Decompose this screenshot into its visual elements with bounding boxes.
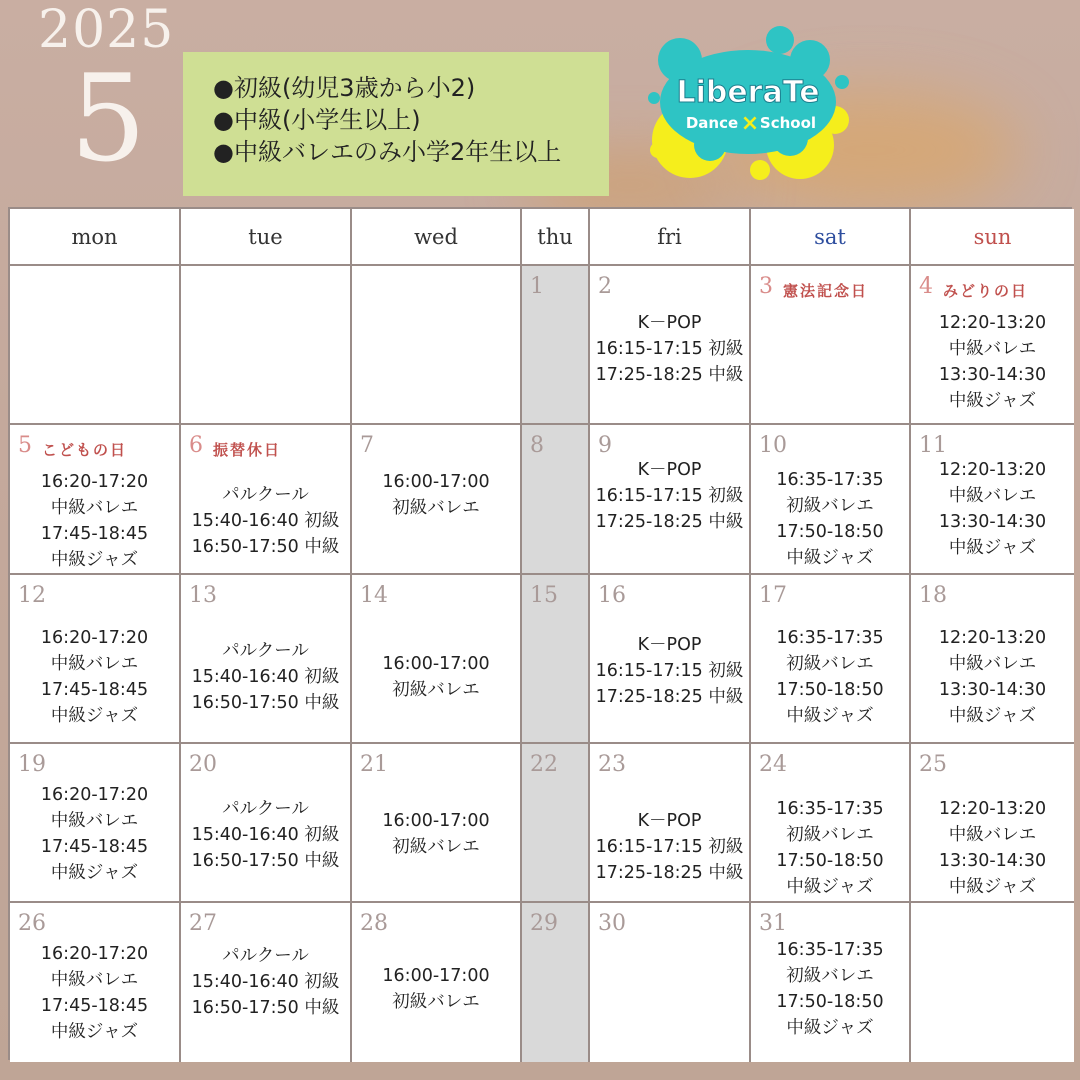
calendar-day-18 bbox=[911, 575, 1074, 744]
calendar-cell-empty bbox=[911, 903, 1074, 1062]
calendar-day-12 bbox=[10, 575, 181, 744]
calendar-day-30 bbox=[590, 903, 751, 1062]
calendar-cell-empty bbox=[10, 266, 181, 425]
calendar-day-16 bbox=[590, 575, 751, 744]
class-schedule bbox=[911, 310, 1074, 414]
month-label: 5 bbox=[70, 50, 147, 189]
day-number: 8 bbox=[530, 433, 544, 458]
day-number: 7 bbox=[360, 433, 374, 458]
schedule-line: 16:00-17:00 bbox=[382, 654, 490, 674]
schedule-line: 初級バレエ bbox=[392, 992, 480, 1012]
schedule-line: 中級ジャズ bbox=[948, 538, 1037, 558]
schedule-line: 13:30-14:30 bbox=[938, 512, 1047, 532]
calendar-day-29 bbox=[522, 903, 590, 1062]
schedule-line: 17:50-18:50 bbox=[776, 680, 884, 700]
class-schedule bbox=[911, 457, 1074, 561]
schedule-line: 17:50-18:50 bbox=[776, 992, 884, 1012]
schedule-line: 16:35-17:35 bbox=[776, 470, 884, 490]
day-number: 26 bbox=[18, 911, 46, 936]
year-label: 2025 bbox=[38, 0, 175, 60]
day-number: 27 bbox=[189, 911, 217, 936]
day-number: 1 bbox=[530, 274, 544, 299]
schedule-line: パルクール bbox=[222, 641, 309, 661]
calendar-day-28 bbox=[352, 903, 522, 1062]
class-schedule bbox=[10, 782, 179, 886]
schedule-line: 17:50-18:50 bbox=[776, 851, 884, 871]
logo-subtitle-left: Dance bbox=[685, 114, 739, 132]
schedule-line: 16:15-17:15 初級 bbox=[595, 837, 744, 857]
schedule-line: 13:30-14:30 bbox=[938, 680, 1047, 700]
calendar-day-27 bbox=[181, 903, 352, 1062]
class-schedule bbox=[751, 467, 909, 571]
calendar-cell-empty bbox=[181, 266, 352, 425]
day-number: 6 bbox=[189, 433, 203, 458]
schedule-line: パルクール bbox=[222, 946, 309, 966]
schedule-line: K－POP bbox=[637, 313, 702, 333]
schedule-line: 中級ジャズ bbox=[948, 706, 1037, 726]
day-number: 19 bbox=[18, 752, 46, 777]
schedule-line: 12:20-13:20 bbox=[938, 313, 1047, 333]
schedule-line: 初級バレエ bbox=[786, 496, 874, 516]
schedule-line: 16:00-17:00 bbox=[382, 811, 490, 831]
class-schedule bbox=[10, 469, 179, 573]
level-legend bbox=[183, 52, 609, 196]
class-schedule bbox=[911, 625, 1074, 729]
schedule-line: 16:50-17:50 中級 bbox=[191, 998, 340, 1018]
day-number: 21 bbox=[360, 752, 388, 777]
schedule-line: 初級バレエ bbox=[392, 498, 480, 518]
weekday-header-tue: tue bbox=[181, 209, 352, 266]
calendar-day-9 bbox=[590, 425, 751, 575]
calendar-day-21 bbox=[352, 744, 522, 903]
calendar-day-14 bbox=[352, 575, 522, 744]
schedule-line: 16:15-17:15 初級 bbox=[595, 486, 744, 506]
day-number: 23 bbox=[598, 752, 626, 777]
day-number: 9 bbox=[598, 433, 612, 458]
logo-subtitle-right: School bbox=[759, 114, 817, 132]
schedule-line: 17:45-18:45 bbox=[40, 837, 149, 857]
day-number: 25 bbox=[919, 752, 947, 777]
schedule-line: 16:35-17:35 bbox=[776, 940, 884, 960]
schedule-line: 初級バレエ bbox=[392, 680, 480, 700]
schedule-line: 中級ジャズ bbox=[786, 548, 874, 568]
day-number: 18 bbox=[919, 583, 947, 608]
calendar-day-25 bbox=[911, 744, 1074, 903]
schedule-line: 16:20-17:20 bbox=[40, 785, 149, 805]
schedule-line: パルクール bbox=[222, 485, 309, 505]
calendar-day-31 bbox=[751, 903, 911, 1062]
class-schedule bbox=[751, 625, 909, 729]
class-schedule bbox=[590, 457, 749, 535]
schedule-line: 12:20-13:20 bbox=[938, 628, 1047, 648]
day-number: 17 bbox=[759, 583, 787, 608]
day-number: 11 bbox=[919, 433, 947, 458]
schedule-line: 中級バレエ bbox=[948, 486, 1037, 506]
class-schedule bbox=[352, 651, 520, 703]
calendar-day-19 bbox=[10, 744, 181, 903]
calendar-day-15 bbox=[522, 575, 590, 744]
day-number: 16 bbox=[598, 583, 626, 608]
schedule-line: 17:45-18:45 bbox=[40, 996, 149, 1016]
day-number: 29 bbox=[530, 911, 558, 936]
schedule-line: 17:25-18:25 中級 bbox=[595, 863, 744, 883]
day-number: 13 bbox=[189, 583, 217, 608]
schedule-line: 15:40-16:40 初級 bbox=[191, 667, 340, 687]
class-schedule bbox=[181, 482, 350, 560]
day-number: 30 bbox=[598, 911, 626, 936]
schedule-line: 16:50-17:50 中級 bbox=[191, 537, 340, 557]
schedule-line: 中級バレエ bbox=[50, 811, 139, 831]
schedule-line: 中級ジャズ bbox=[786, 706, 874, 726]
calendar-day-6 bbox=[181, 425, 352, 575]
schedule-line: 15:40-16:40 初級 bbox=[191, 972, 340, 992]
schedule-line: 16:15-17:15 初級 bbox=[595, 661, 744, 681]
day-number: 24 bbox=[759, 752, 787, 777]
calendar-day-1 bbox=[522, 266, 590, 425]
schedule-line: 中級ジャズ bbox=[948, 877, 1037, 897]
class-schedule bbox=[751, 937, 909, 1041]
calendar-day-7 bbox=[352, 425, 522, 575]
schedule-line: 中級ジャズ bbox=[786, 1018, 874, 1038]
legend-item: ●中級バレエのみ小学2年生以上 bbox=[213, 138, 562, 166]
schedule-line: 初級バレエ bbox=[786, 825, 874, 845]
schedule-line: 初級バレエ bbox=[392, 837, 480, 857]
schedule-line: 16:50-17:50 中級 bbox=[191, 693, 340, 713]
calendar-day-24 bbox=[751, 744, 911, 903]
calendar-cell-empty bbox=[352, 266, 522, 425]
class-schedule bbox=[352, 469, 520, 521]
calendar-day-3 bbox=[751, 266, 911, 425]
class-schedule bbox=[590, 808, 749, 886]
schedule-line: K－POP bbox=[637, 460, 702, 480]
schedule-line: 初級バレエ bbox=[786, 966, 874, 986]
day-number: 3 bbox=[759, 274, 773, 299]
schedule-line: 中級ジャズ bbox=[50, 863, 139, 883]
holiday-label: こどもの日 bbox=[42, 441, 128, 459]
schedule-line: 16:35-17:35 bbox=[776, 628, 884, 648]
day-number: 28 bbox=[360, 911, 388, 936]
calendar-grid bbox=[8, 207, 1072, 1060]
schedule-line: K－POP bbox=[637, 811, 702, 831]
schedule-line: 13:30-14:30 bbox=[938, 365, 1047, 385]
weekday-header-mon: mon bbox=[10, 209, 181, 266]
day-number: 12 bbox=[18, 583, 46, 608]
class-schedule bbox=[911, 796, 1074, 900]
day-number: 20 bbox=[189, 752, 217, 777]
schedule-line: パルクール bbox=[222, 799, 309, 819]
schedule-line: 17:50-18:50 bbox=[776, 522, 884, 542]
schedule-line: 16:00-17:00 bbox=[382, 472, 490, 492]
schedule-line: 16:35-17:35 bbox=[776, 799, 884, 819]
schedule-line: 15:40-16:40 初級 bbox=[191, 511, 340, 531]
calendar-day-22 bbox=[522, 744, 590, 903]
calendar-day-8 bbox=[522, 425, 590, 575]
weekday-header-fri: fri bbox=[590, 209, 751, 266]
weekday-header-thu: thu bbox=[522, 209, 590, 266]
schedule-line: 16:00-17:00 bbox=[382, 966, 490, 986]
calendar-day-17 bbox=[751, 575, 911, 744]
class-schedule bbox=[352, 963, 520, 1015]
calendar-day-10 bbox=[751, 425, 911, 575]
schedule-line: 16:50-17:50 中級 bbox=[191, 851, 340, 871]
schedule-line: 中級ジャズ bbox=[50, 550, 139, 570]
calendar-day-13 bbox=[181, 575, 352, 744]
day-number: 10 bbox=[759, 433, 787, 458]
class-schedule bbox=[10, 941, 179, 1045]
weekday-header-wed: wed bbox=[352, 209, 522, 266]
schedule-line: 17:45-18:45 bbox=[40, 524, 149, 544]
legend-item: ●初級(幼児3歳から小2) bbox=[213, 74, 476, 102]
schedule-line: 17:45-18:45 bbox=[40, 680, 149, 700]
calendar-day-20 bbox=[181, 744, 352, 903]
class-schedule bbox=[10, 625, 179, 729]
schedule-line: 中級バレエ bbox=[948, 825, 1037, 845]
day-number: 15 bbox=[530, 583, 558, 608]
weekday-header-sat: sat bbox=[751, 209, 911, 266]
day-number: 31 bbox=[759, 911, 787, 936]
schedule-line: 中級バレエ bbox=[50, 498, 139, 518]
class-schedule bbox=[590, 310, 749, 388]
holiday-label: 憲法記念日 bbox=[783, 282, 869, 300]
schedule-line: 中級ジャズ bbox=[50, 706, 139, 726]
calendar-day-5 bbox=[10, 425, 181, 575]
calendar-day-2 bbox=[590, 266, 751, 425]
class-schedule bbox=[181, 638, 350, 716]
schedule-line: 12:20-13:20 bbox=[938, 460, 1047, 480]
class-schedule bbox=[352, 808, 520, 860]
class-schedule bbox=[751, 796, 909, 900]
schedule-line: 16:20-17:20 bbox=[40, 944, 149, 964]
class-schedule bbox=[181, 796, 350, 874]
day-number: 22 bbox=[530, 752, 558, 777]
logo-cross: × bbox=[740, 111, 760, 136]
schedule-line: 17:25-18:25 中級 bbox=[595, 687, 744, 707]
schedule-line: 15:40-16:40 初級 bbox=[191, 825, 340, 845]
day-number: 2 bbox=[598, 274, 612, 299]
weekday-header-sun: sun bbox=[911, 209, 1074, 266]
schedule-line: 中級バレエ bbox=[948, 654, 1037, 674]
schedule-line: 17:25-18:25 中級 bbox=[595, 512, 744, 532]
schedule-line: 初級バレエ bbox=[786, 654, 874, 674]
holiday-label: 振替休日 bbox=[213, 441, 282, 459]
liberate-logo bbox=[640, 20, 855, 185]
day-number: 14 bbox=[360, 583, 388, 608]
class-schedule bbox=[181, 943, 350, 1021]
day-number: 4 bbox=[919, 274, 933, 299]
schedule-line: 中級ジャズ bbox=[948, 391, 1037, 411]
calendar-day-26 bbox=[10, 903, 181, 1062]
schedule-line: 中級ジャズ bbox=[786, 877, 874, 897]
legend-item: ●中級(小学生以上) bbox=[213, 106, 421, 134]
schedule-line: 中級バレエ bbox=[948, 339, 1037, 359]
schedule-line: 16:20-17:20 bbox=[40, 628, 149, 648]
holiday-label: みどりの日 bbox=[943, 282, 1029, 300]
schedule-line: 中級ジャズ bbox=[50, 1022, 139, 1042]
schedule-line: 12:20-13:20 bbox=[938, 799, 1047, 819]
day-number: 5 bbox=[18, 433, 32, 458]
calendar-day-11 bbox=[911, 425, 1074, 575]
schedule-line: 13:30-14:30 bbox=[938, 851, 1047, 871]
schedule-line: 17:25-18:25 中級 bbox=[595, 365, 744, 385]
schedule-line: 16:20-17:20 bbox=[40, 472, 149, 492]
calendar-day-23 bbox=[590, 744, 751, 903]
schedule-line: 中級バレエ bbox=[50, 970, 139, 990]
logo-title: LiberaTe bbox=[676, 75, 820, 110]
schedule-line: K－POP bbox=[637, 635, 702, 655]
schedule-line: 中級バレエ bbox=[50, 654, 139, 674]
calendar-day-4 bbox=[911, 266, 1074, 425]
class-schedule bbox=[590, 632, 749, 710]
schedule-line: 16:15-17:15 初級 bbox=[595, 339, 744, 359]
